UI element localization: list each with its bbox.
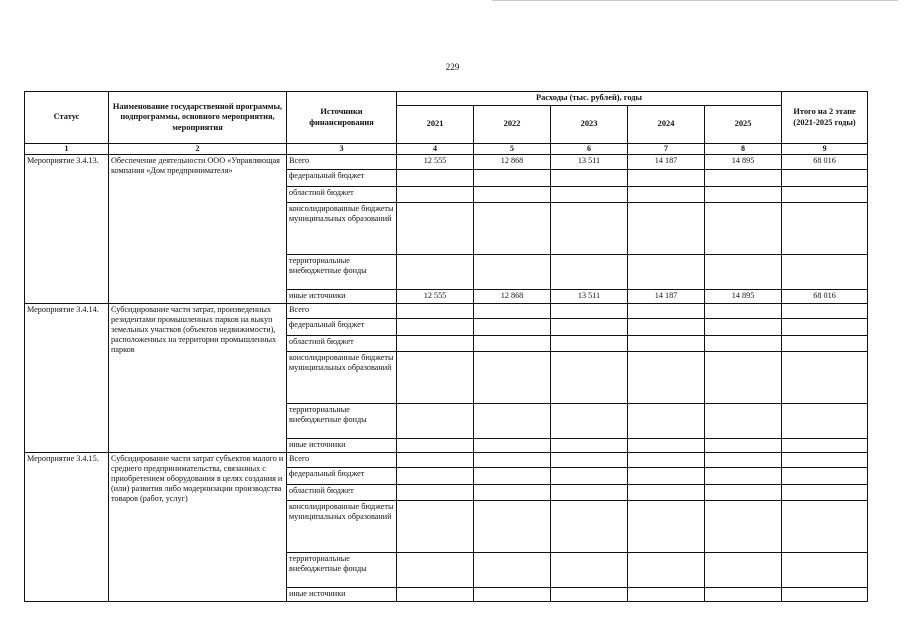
total-cell — [782, 351, 868, 403]
amount-cell — [551, 186, 628, 202]
scan-edge-line — [492, 0, 898, 1]
amount-cell — [397, 403, 474, 438]
column-number: 3 — [287, 144, 397, 155]
amount-cell — [628, 186, 705, 202]
amount-cell — [474, 318, 551, 335]
column-number: 5 — [474, 144, 551, 155]
total-cell — [782, 254, 868, 289]
total-cell: 68 016 — [782, 154, 868, 169]
amount-cell — [705, 403, 782, 438]
amount-cell: 12 555 — [397, 154, 474, 169]
total-cell — [782, 318, 868, 335]
amount-cell — [397, 254, 474, 289]
funding-source: Всего — [287, 303, 397, 318]
amount-cell — [397, 335, 474, 351]
total-cell — [782, 186, 868, 202]
header-year: 2024 — [628, 106, 705, 144]
total-cell — [782, 552, 868, 587]
amount-cell — [474, 467, 551, 484]
amount-cell: 13 511 — [551, 289, 628, 303]
amount-cell: 12 868 — [474, 289, 551, 303]
amount-cell — [628, 202, 705, 254]
funding-source: консолидированные бюджеты муниципальных образований — [287, 500, 397, 552]
total-cell — [782, 303, 868, 318]
amount-cell — [551, 552, 628, 587]
amount-cell — [628, 169, 705, 186]
amount-cell — [397, 169, 474, 186]
amount-cell — [705, 303, 782, 318]
amount-cell — [397, 467, 474, 484]
total-cell — [782, 467, 868, 484]
measure-status: Мероприятие 3.4.14. — [25, 303, 109, 452]
column-number: 6 — [551, 144, 628, 155]
total-cell — [782, 438, 868, 452]
total-cell: 68 016 — [782, 289, 868, 303]
funding-source: областной бюджет — [287, 484, 397, 500]
column-number: 1 — [25, 144, 109, 155]
funding-source: областной бюджет — [287, 186, 397, 202]
funding-source: территориальные внебюджетные фонды — [287, 403, 397, 438]
page-number: 229 — [445, 62, 460, 72]
amount-cell: 14 895 — [705, 289, 782, 303]
amount-cell — [628, 254, 705, 289]
amount-cell — [397, 500, 474, 552]
measure-name: Субсидирование части затрат, произведенных резидентами промышленных парков на выкуп земельных участков (объектов недвижимости), расположенных на территории промышленных парков — [109, 303, 287, 452]
amount-cell — [474, 254, 551, 289]
amount-cell — [705, 587, 782, 601]
amount-cell — [474, 500, 551, 552]
column-number: 9 — [782, 144, 868, 155]
amount-cell — [551, 335, 628, 351]
header-name: Наименование государственной программы, подпрограммы, основного мероприятия, мероприятия — [109, 92, 287, 144]
amount-cell — [474, 484, 551, 500]
amount-cell — [551, 318, 628, 335]
amount-cell — [705, 186, 782, 202]
amount-cell — [551, 254, 628, 289]
amount-cell — [705, 438, 782, 452]
amount-cell — [397, 303, 474, 318]
funding-source: федеральный бюджет — [287, 169, 397, 186]
amount-cell: 13 511 — [551, 154, 628, 169]
column-number-row — [25, 144, 868, 155]
financing-table — [24, 91, 868, 602]
total-cell — [782, 202, 868, 254]
amount-cell — [397, 438, 474, 452]
funding-source: консолидированные бюджеты муниципальных образований — [287, 202, 397, 254]
amount-cell — [628, 403, 705, 438]
amount-cell — [628, 552, 705, 587]
amount-cell — [628, 587, 705, 601]
amount-cell — [628, 484, 705, 500]
amount-cell — [705, 452, 782, 467]
amount-cell: 14 895 — [705, 154, 782, 169]
amount-cell — [551, 438, 628, 452]
amount-cell — [551, 467, 628, 484]
header-year: 2021 — [397, 106, 474, 144]
table-body — [25, 154, 868, 601]
funding-source: территориальные внебюджетные фонды — [287, 552, 397, 587]
total-cell — [782, 452, 868, 467]
total-cell — [782, 335, 868, 351]
amount-cell — [397, 484, 474, 500]
amount-cell — [628, 467, 705, 484]
header-sources: Источники финансирования — [287, 92, 397, 144]
amount-cell — [628, 318, 705, 335]
amount-cell — [474, 403, 551, 438]
amount-cell — [705, 552, 782, 587]
measure-status: Мероприятие 3.4.15. — [25, 452, 109, 601]
funding-source: консолидированные бюджеты муниципальных образований — [287, 351, 397, 403]
header-expenses: Расходы (тыс. рублей), годы — [397, 92, 782, 106]
table-row — [25, 154, 868, 169]
amount-cell — [628, 303, 705, 318]
amount-cell — [397, 587, 474, 601]
amount-cell — [628, 500, 705, 552]
funding-source: Всего — [287, 452, 397, 467]
amount-cell — [397, 202, 474, 254]
amount-cell — [474, 303, 551, 318]
amount-cell — [705, 318, 782, 335]
amount-cell — [474, 202, 551, 254]
measure-status: Мероприятие 3.4.13. — [25, 154, 109, 303]
amount-cell — [705, 335, 782, 351]
funding-source: федеральный бюджет — [287, 318, 397, 335]
total-cell — [782, 169, 868, 186]
amount-cell — [705, 484, 782, 500]
amount-cell — [474, 552, 551, 587]
amount-cell: 14 187 — [628, 154, 705, 169]
amount-cell — [705, 254, 782, 289]
header-year: 2022 — [474, 106, 551, 144]
funding-source: иные источники — [287, 289, 397, 303]
column-number: 4 — [397, 144, 474, 155]
amount-cell — [397, 452, 474, 467]
amount-cell — [397, 351, 474, 403]
total-cell — [782, 484, 868, 500]
amount-cell — [474, 169, 551, 186]
total-cell — [782, 587, 868, 601]
amount-cell — [705, 500, 782, 552]
column-number: 8 — [705, 144, 782, 155]
amount-cell — [474, 186, 551, 202]
amount-cell — [474, 452, 551, 467]
amount-cell — [628, 351, 705, 403]
amount-cell — [551, 452, 628, 467]
amount-cell — [474, 438, 551, 452]
total-cell — [782, 500, 868, 552]
amount-cell — [551, 403, 628, 438]
amount-cell — [551, 587, 628, 601]
total-cell — [782, 403, 868, 438]
amount-cell — [705, 467, 782, 484]
funding-source: федеральный бюджет — [287, 467, 397, 484]
amount-cell — [628, 438, 705, 452]
amount-cell — [397, 552, 474, 587]
measure-name: Субсидирование части затрат субъектов малого и среднего предпринимательства, связанных с приобретением оборудования в целях создания и (или) развития либо модернизации производства товаров (работ, услуг) — [109, 452, 287, 601]
funding-source: Всего — [287, 154, 397, 169]
amount-cell: 12 555 — [397, 289, 474, 303]
amount-cell — [628, 335, 705, 351]
amount-cell — [551, 169, 628, 186]
funding-source: областной бюджет — [287, 335, 397, 351]
amount-cell — [474, 351, 551, 403]
amount-cell — [705, 202, 782, 254]
measure-name: Обеспечение деятельности ООО «Управляющая компания «Дом предпринимателя» — [109, 154, 287, 303]
header-total: Итого на 2 этапе (2021-2025 годы) — [782, 92, 868, 144]
column-number: 7 — [628, 144, 705, 155]
amount-cell — [705, 351, 782, 403]
header-status: Статус — [25, 92, 109, 144]
funding-source: территориальные внебюджетные фонды — [287, 254, 397, 289]
header-year: 2023 — [551, 106, 628, 144]
amount-cell — [551, 202, 628, 254]
amount-cell — [397, 318, 474, 335]
amount-cell — [551, 484, 628, 500]
column-number: 2 — [109, 144, 287, 155]
amount-cell: 14 187 — [628, 289, 705, 303]
amount-cell: 12 868 — [474, 154, 551, 169]
amount-cell — [705, 169, 782, 186]
header-year: 2025 — [705, 106, 782, 144]
amount-cell — [551, 500, 628, 552]
amount-cell — [474, 587, 551, 601]
amount-cell — [551, 351, 628, 403]
amount-cell — [474, 335, 551, 351]
amount-cell — [397, 186, 474, 202]
funding-source: иные источники — [287, 587, 397, 601]
table-row — [25, 452, 868, 467]
amount-cell — [551, 303, 628, 318]
funding-source: иные источники — [287, 438, 397, 452]
amount-cell — [628, 452, 705, 467]
table-row — [25, 303, 868, 318]
